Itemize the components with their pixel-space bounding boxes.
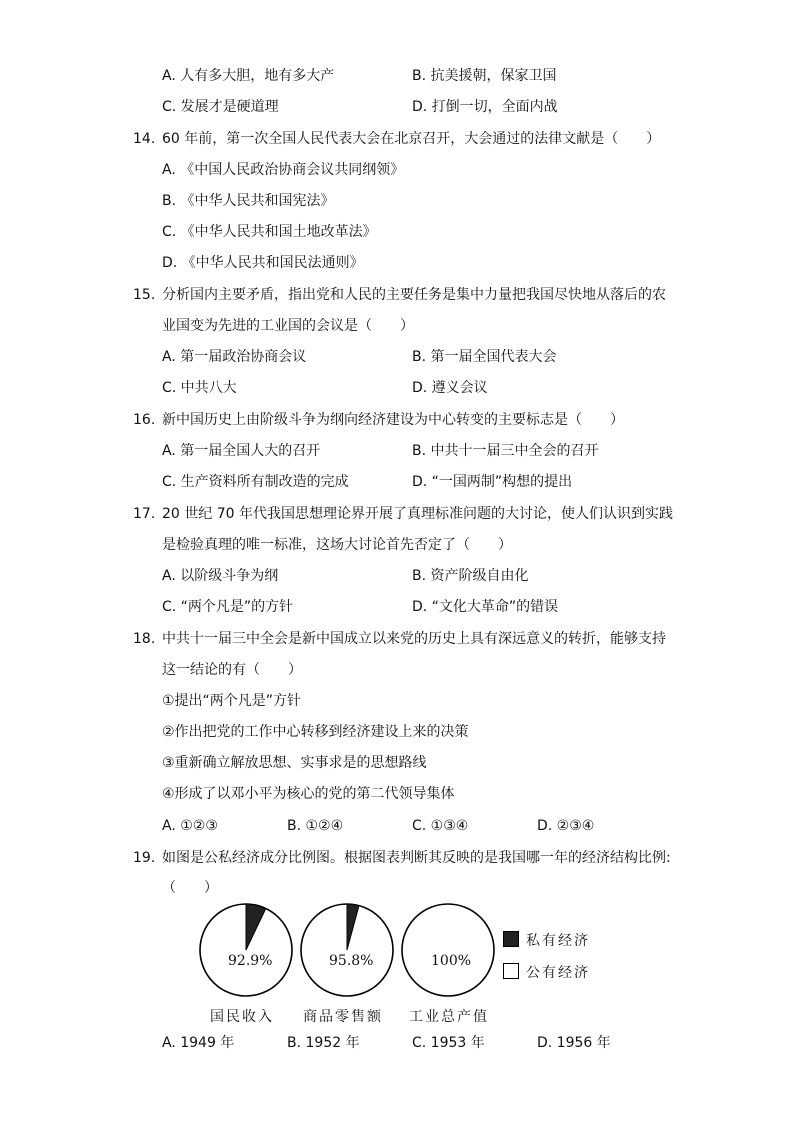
q17-stem-line2: 是检验真理的唯一标准，这场大讨论首先否定了（ ） [162, 537, 512, 553]
pie-chart-figure [196, 900, 606, 1030]
pie-value-label: 92.9% [228, 953, 273, 969]
q19-option-b: B. 1952 年 [287, 1035, 360, 1051]
q19-option-a: A. 1949 年 [162, 1035, 235, 1051]
q17-option-d: D. “文化大革命”的错误 [412, 599, 559, 615]
q18-item-1: ①提出“两个凡是”方针 [162, 693, 302, 709]
q16-option-b: B. 中共十一届三中全会的召开 [412, 443, 599, 459]
q17-number: 17. [133, 506, 156, 522]
pie-value-label: 100% [431, 953, 472, 969]
q14-option-b: B. 《中华人民共和国宪法》 [162, 193, 335, 209]
q14-number: 14. [133, 131, 156, 147]
q18-item-4: ④形成了以邓小平为核心的党的第二代领导集体 [162, 786, 455, 802]
q19-option-d: D. 1956 年 [537, 1035, 611, 1051]
q17-stem-line1: 20 世纪 70 年代我国思想理论界开展了真理标准问题的大讨论，使人们认识到实践 [162, 506, 673, 522]
q19-option-c: C. 1953 年 [412, 1035, 485, 1051]
q13-option-c: C. 发展才是硬道理 [162, 99, 279, 115]
q15-stem-line1: 分析国内主要矛盾，指出党和人民的主要任务是集中力量把我国尽快地从落后的农 [162, 287, 666, 303]
q15-option-a: A. 第一届政治协商会议 [162, 349, 307, 365]
q18-option-d: D. ②③④ [537, 818, 595, 834]
q17-option-c: C. “两个凡是”的方针 [162, 599, 294, 615]
q17-option-b: B. 资产阶级自由化 [412, 568, 529, 584]
q14-option-c: C. 《中华人民共和国土地改革法》 [162, 224, 377, 240]
q16-number: 16. [133, 412, 156, 428]
q18-stem-line1: 中共十一届三中全会是新中国成立以来党的历史上具有深远意义的转折，能够支持 [162, 631, 666, 647]
q18-item-2: ②作出把党的工作中心转移到经济建设上来的决策 [162, 724, 469, 740]
legend-label-public: 公有经济 [526, 965, 590, 981]
pie-charts-svg [196, 900, 496, 1000]
pie-public-slice [402, 904, 494, 996]
q16-option-c: C. 生产资料所有制改造的完成 [162, 474, 349, 490]
q15-option-d: D. 遵义会议 [412, 380, 488, 396]
q15-stem-line2: 业国变为先进的工业国的会议是（ ） [162, 318, 414, 334]
q15-option-b: B. 第一届全国代表大会 [412, 349, 557, 365]
pie-category-label: 商品零售额 [303, 1009, 383, 1025]
legend-label-private: 私有经济 [526, 933, 590, 949]
q14-option-d: D. 《中华人民共和国民法通则》 [162, 255, 364, 271]
q18-number: 18. [133, 631, 156, 647]
q18-option-a: A. ①②③ [162, 818, 218, 834]
q17-option-a: A. 以阶级斗争为纲 [162, 568, 279, 584]
legend-swatch-private [503, 931, 519, 947]
q19-stem-line1: 如图是公私经济成分比例图。根据图表判断其反映的是我国哪一年的经济结构比例: [162, 850, 671, 866]
q19-stem-line2: （ ） [162, 880, 218, 896]
legend-swatch-public [503, 963, 519, 979]
q13-option-b: B. 抗美援朝，保家卫国 [412, 68, 557, 84]
q16-stem: 新中国历史上由阶级斗争为纲向经济建设为中心转变的主要标志是（ ） [162, 412, 624, 428]
q13-option-d: D. 打倒一切，全面内战 [412, 99, 558, 115]
pie-category-label: 工业总产值 [409, 1009, 489, 1025]
q16-option-d: D. “一国两制”构想的提出 [412, 474, 573, 490]
q14-stem: 60 年前，第一次全国人民代表大会在北京召开，大会通过的法律文献是（ ） [162, 131, 661, 147]
q14-option-a: A. 《中国人民政治协商会议共同纲领》 [162, 162, 405, 178]
pie-category-label: 国民收入 [210, 1009, 274, 1025]
q19-number: 19. [133, 850, 156, 866]
pie-value-label: 95.8% [329, 953, 374, 969]
q18-item-3: ③重新确立解放思想、实事求是的思想路线 [162, 755, 427, 771]
q18-option-b: B. ①②④ [287, 818, 344, 834]
q18-stem-line2: 这一结论的有（ ） [162, 662, 302, 678]
q15-number: 15. [133, 287, 156, 303]
q13-option-a: A. 人有多大胆，地有多大产 [162, 68, 335, 84]
q18-option-c: C. ①③④ [412, 818, 469, 834]
q16-option-a: A. 第一届全国人大的召开 [162, 443, 321, 459]
q15-option-c: C. 中共八大 [162, 380, 237, 396]
